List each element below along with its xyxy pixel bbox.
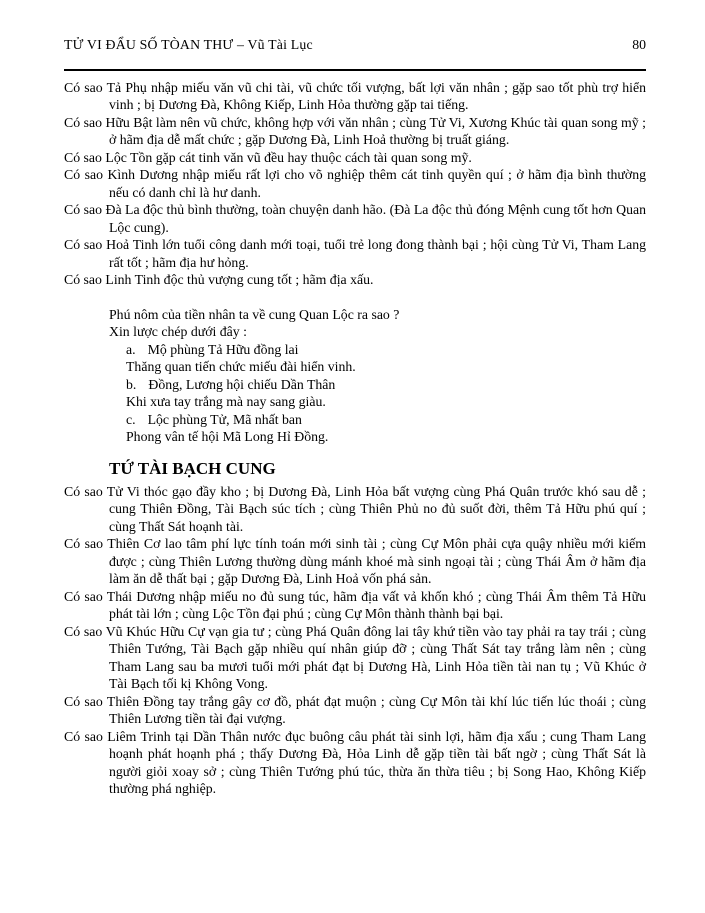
running-header [64,36,646,54]
poem-verse-line [126,341,646,359]
paragraph: Có sao Tử Vi thóc gạo đầy kho ; bị Dương Đà, Linh Hỏa bất vượng cùng Phá Quân trước khó sau dễ ; cung Thiên Đồng, Tài Bạch súc tích ; cùng Thiên Phủ no đủ suốt đời, thêm Tả Hữu phú quí ; cùng Thất Sát hoạnh tài. [64,483,646,534]
poem-item-label: c. [126,411,136,427]
header-rule [64,69,646,71]
poem-item-a [109,341,646,376]
paragraph: Có sao Vũ Khúc Hữu Cự vạn gia tư ; cùng Phá Quân đông lai tây khứ tiền vào tay phải ra tay trái ; cùng Thiên Tướng, Tài Bạch gặp nhiều quí nhân giúp đỡ ; cùng Thất Sát tay trắng làm nên ; cùng Tham Lang sau ba mươi tuổi mới phát đạt bị Dương Hà, Linh Hỏa tiền tài nan tụ ; Vũ Khúc ở Tài Bạch tối kị Không Vong. [64,623,646,691]
paragraph: Có sao Thiên Đồng tay trắng gây cơ đồ, phát đạt muộn ; cùng Cự Môn tài khí lúc tiến lúc thoái ; cùng Thiên Lương tiền tài đại vượng. [64,693,646,726]
poem-item-label: b. [126,376,137,392]
poem-intro-line: Xin lược chép dưới đây : [109,324,247,339]
poem-verse-line: Thăng quan tiến chức miếu đài hiển vinh. [126,359,356,374]
paragraph: Có sao Hữu Bật làm nên vũ chức, không hợp với văn nhân ; cùng Tử Vi, Xương Khúc tài quan song mỹ ; ở hãm địa dễ mất chức ; gặp Dương Đà, Linh Hoả thường bị truất giáng. [64,114,646,147]
poem-verse-line: Khi xưa tay trắng mà nay sang giàu. [126,394,326,409]
paragraph: Có sao Thái Dương nhập miếu no đủ sung túc, hãm địa vất vả khốn khó ; cùng Thái Âm thêm Tả Hữu phát tài lớn ; cùng Lộc Tồn đại phú ; cùng Cự Môn thành thành bại bại. [64,588,646,621]
poem-verse-text: Đồng, Lương hội chiếu Dần Thân [148,376,336,392]
page-number: 80 [632,37,646,52]
paragraph: Có sao Đà La độc thủ bình thường, toàn chuyện danh hão. (Đà La độc thủ đóng Mệnh cung tốt hơn Quan Lộc cung). [64,202,646,235]
poem-block [109,306,646,446]
poem-verse-text: Lộc phùng Tử, Mã nhất ban [147,411,302,427]
paragraph: Có sao Tả Phụ nhập miếu văn vũ chi tài, vũ chức tối vượng, bất lợi văn nhân ; gặp sao tốt phù trợ hiển vinh ; bị Dương Đà, Không Kiếp, Linh Hỏa thường gặp tai tiếng. [64,79,646,112]
poem-item-b [109,376,646,411]
paragraph: Có sao Thiên Cơ lao tâm phí lực tính toán mới sinh tài ; cùng Cự Môn phải cựa quậy nhiều mới kiếm được ; cùng Thiên Lương thường dùng mánh khoé mà sinh ngoại tài ; cùng Thái Âm ở hãm địa làm ăn dễ thất bại ; gặp Dương Đà, Linh Hoả vốn phá sản. [64,536,646,586]
poem-intro-line: Phú nôm của tiền nhân ta về cung Quan Lộc ra sao ? [109,306,400,322]
section-tai-bach [64,483,646,798]
section-heading: TỨ TÀI BẠCH CUNG [109,458,276,478]
paragraph: Có sao Kình Dương nhập miếu rất lợi cho võ nghiệp thêm cát tinh quyền quí ; ở hãm địa bình thường nếu có danh chỉ là hư danh. [64,167,646,200]
paragraph: Có sao Liêm Trinh tại Dần Thân nước đục buông câu phát tài sinh lợi, hãm địa xấu ; cung Tham Lang hoạnh phát hoạnh phá ; thấy Dương Đà, Hỏa Linh dễ gặp tiền tài bất ngờ ; cùng Thất Sát là người giỏi xoay sở ; cùng Thiên Tướng phú túc, thừa ăn thừa tiêu ; bị Song Hao, Không Kiếp thường phá nghiệp. [64,728,646,796]
poem-verse-text: Mộ phùng Tả Hữu đồng lai [147,341,299,357]
paragraph: Có sao Lộc Tồn gặp cát tinh văn vũ đều hay thuộc cách tài quan song mỹ. [64,149,472,165]
poem-item-label: a. [126,341,136,357]
poem-verse-line: Phong vân tế hội Mã Long Hỉ Đồng. [126,429,329,444]
book-title: TỬ VI ĐẨU SỐ TÒAN THƯ – Vũ Tài Lục [64,37,313,52]
poem-verse-line [126,411,646,429]
section-quan-loc [64,79,646,446]
paragraph: Có sao Linh Tinh độc thủ vượng cung tốt ; hãm địa xấu. [64,272,374,287]
poem-item-c [109,411,646,446]
paragraph: Có sao Hoả Tinh lớn tuổi công danh mới toại, tuổi trẻ long đong thành bại ; hội cùng Tử Vi, Tham Lang rất tốt ; hãm địa hư hỏng. [64,237,646,270]
poem-verse-line [126,376,646,394]
